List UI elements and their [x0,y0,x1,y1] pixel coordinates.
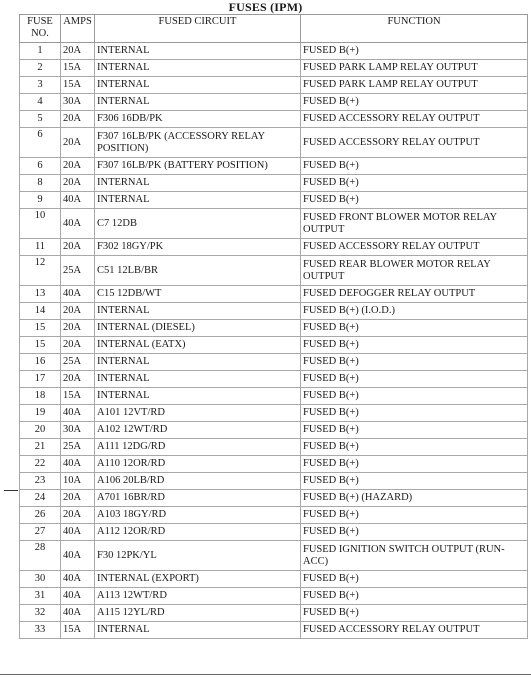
fused-circuit-cell: INTERNAL (EATX) [95,337,301,354]
fused-circuit-cell: INTERNAL [95,60,301,77]
table-row [20,388,528,405]
amps-cell: 20A [61,320,95,337]
function-cell: FUSED ACCESSORY RELAY OUTPUT [301,239,528,256]
header-row [20,15,528,43]
function-cell: FUSED B(+) [301,388,528,405]
amps-cell: 30A [61,94,95,111]
fuse-number-cell: 18 [20,388,61,405]
header-function: FUNCTION [301,15,528,43]
function-cell: FUSED B(+) [301,439,528,456]
table-row [20,571,528,588]
amps-cell: 20A [61,128,95,158]
table-row [20,507,528,524]
fuse-number-cell: 14 [20,303,61,320]
table-row [20,456,528,473]
fused-circuit-cell: C7 12DB [95,209,301,239]
amps-cell: 15A [61,77,95,94]
amps-cell: 30A [61,422,95,439]
table-row [20,439,528,456]
table-row [20,256,528,286]
fuse-number-cell: 17 [20,371,61,388]
fused-circuit-cell: A112 12OR/RD [95,524,301,541]
fuse-number-cell: 15 [20,337,61,354]
function-cell: FUSED ACCESSORY RELAY OUTPUT [301,622,528,639]
table-row [20,371,528,388]
amps-cell: 25A [61,354,95,371]
fused-circuit-cell: A102 12WT/RD [95,422,301,439]
function-cell: FUSED PARK LAMP RELAY OUTPUT [301,77,528,94]
fused-circuit-cell: INTERNAL [95,43,301,60]
header-fuse-no: FUSE NO. [20,15,61,43]
header-fused-circuit: FUSED CIRCUIT [95,15,301,43]
function-cell: FUSED B(+) [301,43,528,60]
table-title: FUSES (IPM) [228,0,303,14]
function-cell: FUSED B(+) [301,456,528,473]
function-cell: FUSED IGNITION SWITCH OUTPUT (RUN-ACC) [301,541,528,571]
amps-cell: 20A [61,158,95,175]
fuse-number-cell: 27 [20,524,61,541]
function-cell: FUSED B(+) [301,354,528,371]
table-row [20,43,528,60]
function-cell: FUSED B(+) (I.O.D.) [301,303,528,320]
header-amps: AMPS [61,15,95,43]
fused-circuit-cell: F30 12PK/YL [95,541,301,571]
function-cell: FUSED PARK LAMP RELAY OUTPUT [301,60,528,77]
table-row [20,192,528,209]
fused-circuit-cell: A106 20LB/RD [95,473,301,490]
fuse-number-cell: 12 [20,256,61,286]
fuse-number-cell: 10 [20,209,61,239]
function-cell: FUSED B(+) [301,605,528,622]
table-row [20,473,528,490]
function-cell: FUSED B(+) [301,337,528,354]
function-cell: FUSED B(+) [301,192,528,209]
function-cell: FUSED B(+) [301,405,528,422]
amps-cell: 40A [61,605,95,622]
fuse-number-cell: 11 [20,239,61,256]
table-row [20,111,528,128]
fused-circuit-cell: INTERNAL (EXPORT) [95,571,301,588]
amps-cell: 20A [61,175,95,192]
fuse-number-cell: 21 [20,439,61,456]
table-row [20,77,528,94]
amps-cell: 40A [61,209,95,239]
fused-circuit-cell: INTERNAL [95,192,301,209]
fused-circuit-cell: INTERNAL [95,371,301,388]
amps-cell: 15A [61,622,95,639]
fuse-number-cell: 6 [20,158,61,175]
fused-circuit-cell: A101 12VT/RD [95,405,301,422]
fuse-number-cell: 16 [20,354,61,371]
margin-tick-mark [4,490,18,491]
function-cell: FUSED ACCESSORY RELAY OUTPUT [301,128,528,158]
fused-circuit-cell: C15 12DB/WT [95,286,301,303]
table-row [20,541,528,571]
function-cell: FUSED B(+) [301,588,528,605]
amps-cell: 20A [61,490,95,507]
table-row [20,605,528,622]
amps-cell: 10A [61,473,95,490]
fuse-number-cell: 22 [20,456,61,473]
function-cell: FUSED B(+) [301,571,528,588]
fuse-number-cell: 13 [20,286,61,303]
table-row [20,422,528,439]
fused-circuit-cell: F307 16LB/PK (ACCESSORY RELAY POSITION) [95,128,301,158]
table-row [20,239,528,256]
fuse-number-cell: 15 [20,320,61,337]
amps-cell: 20A [61,43,95,60]
function-cell: FUSED B(+) [301,422,528,439]
function-cell: FUSED B(+) [301,94,528,111]
fuse-number-cell: 2 [20,60,61,77]
amps-cell: 40A [61,192,95,209]
amps-cell: 40A [61,588,95,605]
table-row [20,622,528,639]
fused-circuit-cell: F307 16LB/PK (BATTERY POSITION) [95,158,301,175]
fused-circuit-cell: A115 12YL/RD [95,605,301,622]
fused-circuit-cell: INTERNAL [95,388,301,405]
function-cell: FUSED B(+) [301,473,528,490]
amps-cell: 20A [61,337,95,354]
amps-cell: 20A [61,371,95,388]
fused-circuit-cell: INTERNAL [95,175,301,192]
table-row [20,405,528,422]
table-row [20,209,528,239]
table-row [20,158,528,175]
function-cell: FUSED FRONT BLOWER MOTOR RELAY OUTPUT [301,209,528,239]
fused-circuit-cell: C51 12LB/BR [95,256,301,286]
fused-circuit-cell: INTERNAL [95,354,301,371]
function-cell: FUSED B(+) [301,524,528,541]
amps-cell: 20A [61,111,95,128]
amps-cell: 20A [61,507,95,524]
fuse-number-cell: 9 [20,192,61,209]
amps-cell: 40A [61,571,95,588]
fuse-number-cell: 1 [20,43,61,60]
table-row [20,524,528,541]
function-cell: FUSED B(+) [301,158,528,175]
table-row [20,60,528,77]
fused-circuit-cell: INTERNAL [95,622,301,639]
fused-circuit-cell: A701 16BR/RD [95,490,301,507]
amps-cell: 40A [61,286,95,303]
table-row [20,588,528,605]
amps-cell: 15A [61,388,95,405]
fused-circuit-cell: F302 18GY/PK [95,239,301,256]
function-cell: FUSED B(+) [301,175,528,192]
function-cell: FUSED B(+) [301,320,528,337]
function-cell: FUSED B(+) (HAZARD) [301,490,528,507]
amps-cell: 20A [61,239,95,256]
fuse-number-cell: 28 [20,541,61,571]
function-cell: FUSED B(+) [301,371,528,388]
table-row [20,337,528,354]
amps-cell: 40A [61,456,95,473]
fused-circuit-cell: INTERNAL (DIESEL) [95,320,301,337]
fuse-number-cell: 26 [20,507,61,524]
table-row [20,175,528,192]
amps-cell: 20A [61,303,95,320]
amps-cell: 40A [61,524,95,541]
bottom-rule [0,674,531,675]
fuse-number-cell: 30 [20,571,61,588]
function-cell: FUSED ACCESSORY RELAY OUTPUT [301,111,528,128]
fuse-number-cell: 4 [20,94,61,111]
fuse-number-cell: 32 [20,605,61,622]
fuse-number-cell: 33 [20,622,61,639]
fuse-number-cell: 31 [20,588,61,605]
fuse-number-cell: 6 [20,128,61,158]
function-cell: FUSED B(+) [301,507,528,524]
fuse-number-cell: 8 [20,175,61,192]
amps-cell: 25A [61,256,95,286]
table-row [20,128,528,158]
fuse-number-cell: 23 [20,473,61,490]
table-row [20,490,528,507]
function-cell: FUSED REAR BLOWER MOTOR RELAY OUTPUT [301,256,528,286]
table-row [20,320,528,337]
fuse-table [19,14,528,639]
fused-circuit-cell: A110 12OR/RD [95,456,301,473]
fused-circuit-cell: INTERNAL [95,303,301,320]
amps-cell: 40A [61,541,95,571]
fuse-rows [20,43,528,639]
table-row [20,286,528,303]
fused-circuit-cell: INTERNAL [95,94,301,111]
fuse-number-cell: 24 [20,490,61,507]
fused-circuit-cell: A111 12DG/RD [95,439,301,456]
table-row [20,303,528,320]
fuse-number-cell: 19 [20,405,61,422]
fused-circuit-cell: F306 16DB/PK [95,111,301,128]
amps-cell: 40A [61,405,95,422]
table-row [20,94,528,111]
function-cell: FUSED DEFOGGER RELAY OUTPUT [301,286,528,303]
amps-cell: 15A [61,60,95,77]
fuse-number-cell: 20 [20,422,61,439]
fuse-number-cell: 5 [20,111,61,128]
amps-cell: 25A [61,439,95,456]
table-row [20,354,528,371]
fused-circuit-cell: A103 18GY/RD [95,507,301,524]
fused-circuit-cell: A113 12WT/RD [95,588,301,605]
fused-circuit-cell: INTERNAL [95,77,301,94]
fuse-number-cell: 3 [20,77,61,94]
